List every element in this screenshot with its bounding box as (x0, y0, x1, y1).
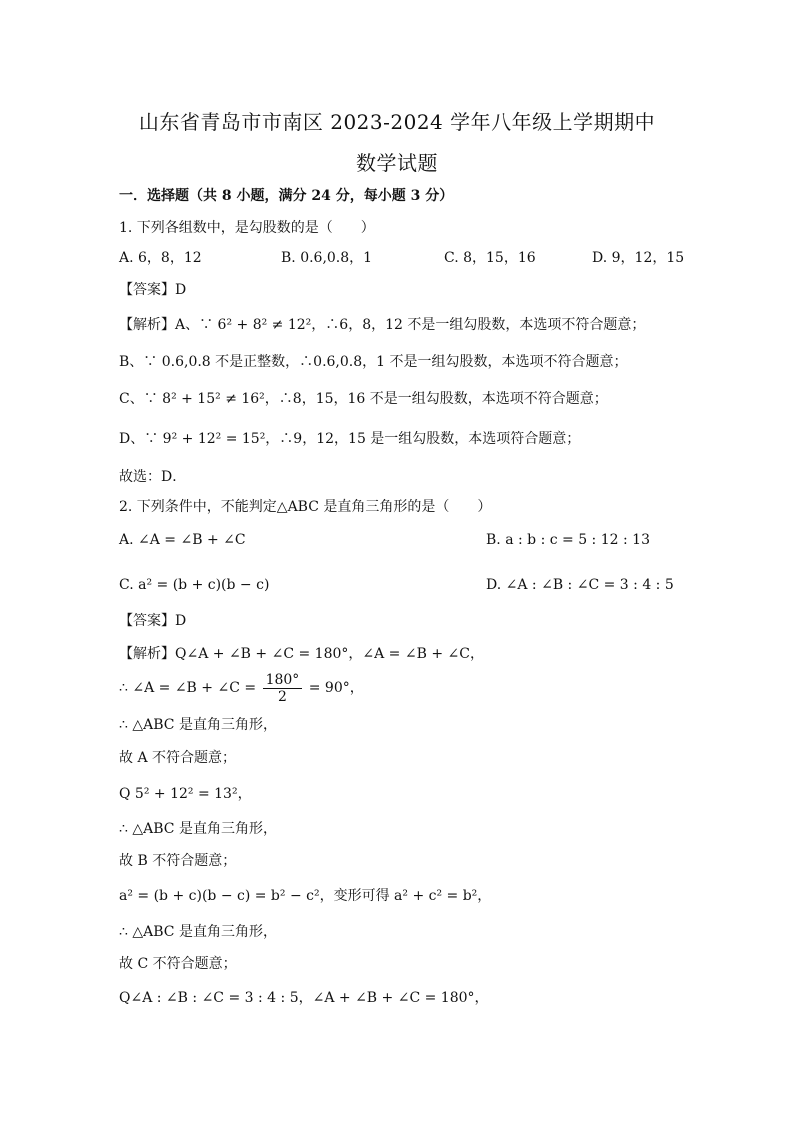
q2-option-c: C. a² = (b + c)(b − c) (119, 577, 270, 593)
q1-explanation-c: C、∵ 8² + 15² ≠ 16²，∴8，15，16 不是一组勾股数，本选项不符合题意； (119, 391, 608, 407)
q2-fraction (263, 672, 303, 705)
doc-title-line2: 数学试题 (356, 151, 438, 175)
q2-explanation-2 (119, 670, 364, 706)
q2-exp2-suffix: = 90°， (308, 680, 364, 696)
q1-option-c: C. 8，15，16 (444, 250, 536, 266)
q2-explanation-10: 故 C 不符合题意； (119, 956, 237, 972)
q2-fraction-denominator: 2 (277, 688, 287, 705)
section-heading: 一．选择题（共 8 小题，满分 24 分，每小题 3 分） (119, 188, 454, 204)
q2-explanation-4: 故 A 不符合题意； (119, 750, 237, 766)
q2-explanation-6: ∴ △ABC 是直角三角形， (119, 821, 277, 837)
q1-answer: 【答案】D (119, 282, 187, 298)
q1-stem: 1. 下列各组数中，是勾股数的是（ ） (119, 220, 375, 236)
q2-answer: 【答案】D (119, 613, 187, 629)
q1-option-a: A. 6，8，12 (119, 250, 202, 266)
q2-stem: 2. 下列条件中，不能判定△ABC 是直角三角形的是（ ） (119, 499, 492, 515)
q2-explanation-1: 【解析】Q∠A + ∠B + ∠C = 180°，∠A = ∠B + ∠C， (119, 646, 484, 662)
q2-fraction-numerator: 180° (263, 672, 303, 689)
q1-option-d: D. 9，12，15 (592, 250, 685, 266)
q2-explanation-5: Q 5² + 12² = 13²， (119, 786, 252, 802)
q1-conclusion: 故选：D． (119, 469, 187, 485)
q1-explanation-a: 【解析】A、∵ 6² + 8² ≠ 12²，∴6，8，12 不是一组勾股数，本选项不符合题意； (119, 317, 646, 333)
q2-option-b: B. a : b : c = 5 : 12 : 13 (486, 532, 650, 548)
q2-explanation-3: ∴ △ABC 是直角三角形， (119, 717, 277, 733)
q1-explanation-b: B、∵ 0.6,0.8 不是正整数，∴0.6,0.8，1 不是一组勾股数，本选项不符合题意； (119, 354, 628, 370)
q2-option-a: A. ∠A = ∠B + ∠C (119, 532, 246, 548)
q2-exp2-prefix: ∴ ∠A = ∠B + ∠C = (119, 680, 257, 696)
q2-explanation-11: Q∠A : ∠B : ∠C = 3 : 4 : 5，∠A + ∠B + ∠C = 180°， (119, 990, 489, 1006)
doc-title-line1: 山东省青岛市市南区 2023-2024 学年八年级上学期期中 (138, 110, 656, 134)
q1-explanation-d: D、∵ 9² + 12² = 15²，∴9，12，15 是一组勾股数，本选项符合题意； (119, 431, 581, 447)
q1-option-b: B. 0.6,0.8，1 (281, 250, 373, 266)
q2-option-d: D. ∠A : ∠B : ∠C = 3 : 4 : 5 (486, 577, 674, 593)
q2-explanation-8: a² = (b + c)(b − c) = b² − c²，变形可得 a² + c² = b²， (119, 888, 492, 904)
q2-explanation-7: 故 B 不符合题意； (119, 853, 237, 869)
q2-explanation-9: ∴ △ABC 是直角三角形， (119, 924, 277, 940)
